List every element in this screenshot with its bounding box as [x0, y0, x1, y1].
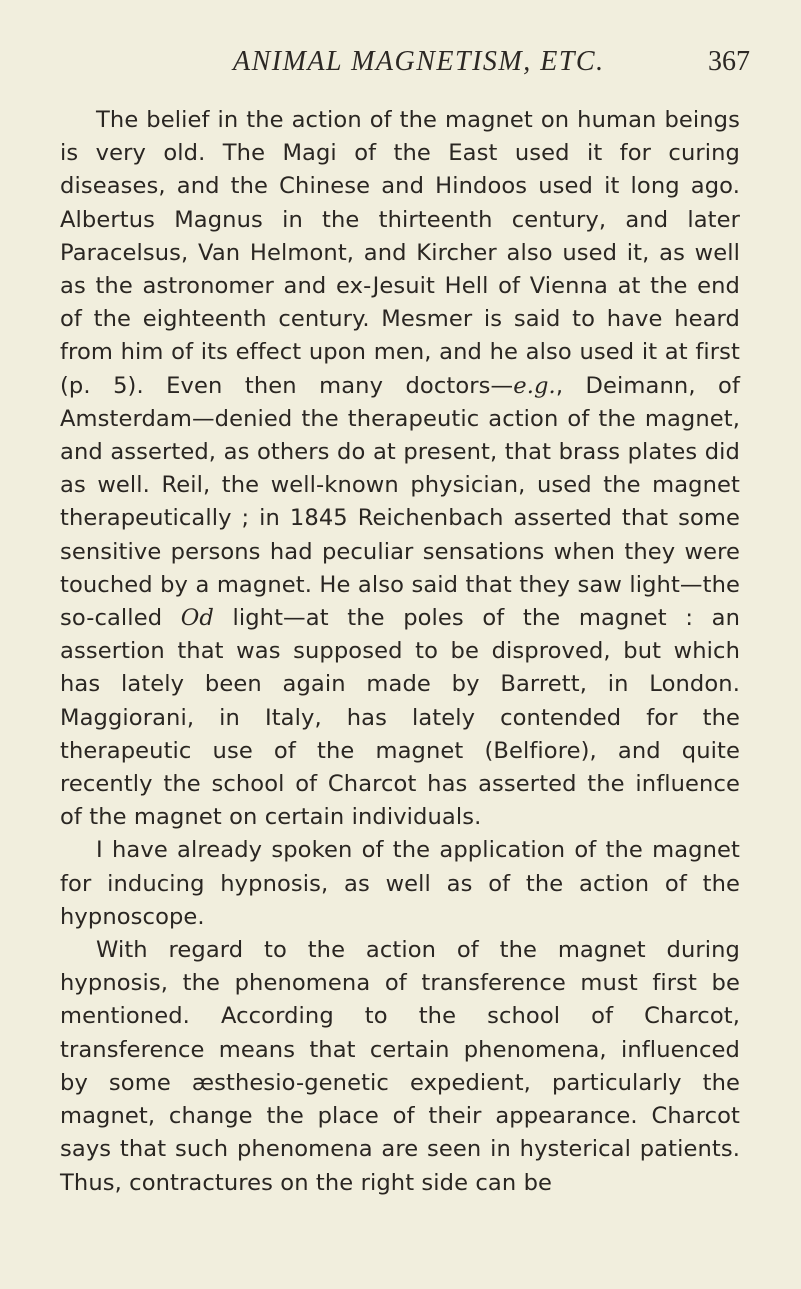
paragraph-1-abbreviation: e.g.: [513, 372, 556, 399]
paragraph-1-text-b: , Deimann, of Amsterdam—denied the therapeutic action of the magnet, and asserted, as others do at present, that brass plates did as well. Reil, the well-known physician, used the magnet therapeutically ; in 1845 Reichenbach asserted that some sensitive persons had peculiar sensations when they were touched by a magnet. He also said that they saw light—the so-called: [60, 372, 741, 632]
page-header: [60, 46, 750, 86]
paragraph-3: With regard to the action of the magnet during hypnosis, the phenomena of transference must first be mentioned. According to the school of Charcot, transference means that certain phenomena, influenced by some æsthesio-genetic expedient, particularly the magnet, change the place of their appearance. Charcot says that such phenomena are seen in hysterical patients. Thus, contractures on the right side can be: [60, 937, 740, 1196]
paragraph-1-od-term: Od: [180, 605, 214, 632]
paragraph-2: I have already spoken of the application of the magnet for inducing hypnosis, as well as of the action of the hypnoscope.: [60, 837, 740, 930]
page-number: 367: [708, 46, 750, 77]
running-title: ANIMAL MAGNETISM, ETC.: [233, 46, 605, 77]
body-text: [60, 104, 740, 1200]
paragraph-1-text-a: The belief in the action of the magnet on human beings is very old. The Magi of the East used it for curing diseases, and the Chinese and Hindoos used it long ago. Albertus Magnus in the thirteenth century, and later Paracelsus, Van Helmont, and Kircher also used it, as well as the astronomer and ex-Jesuit Hell of Vienna at the end of the eighteenth century. Mesmer is said to have heard from him of its effect upon men, and he also used it at first (p. 5). Even then many doctors—: [60, 107, 740, 399]
paragraph-1-text-c: light—at the poles of the magnet : an assertion that was supposed to be disproved, but which has lately been again made by Barrett, in London. Maggiorani, in Italy, has lately contended for the therapeutic use of the magnet (Belfiore), and quite recently the school of Charcot has asserted the influence of the magnet on certain individuals.: [60, 605, 740, 831]
paragraph-1: [60, 104, 740, 834]
